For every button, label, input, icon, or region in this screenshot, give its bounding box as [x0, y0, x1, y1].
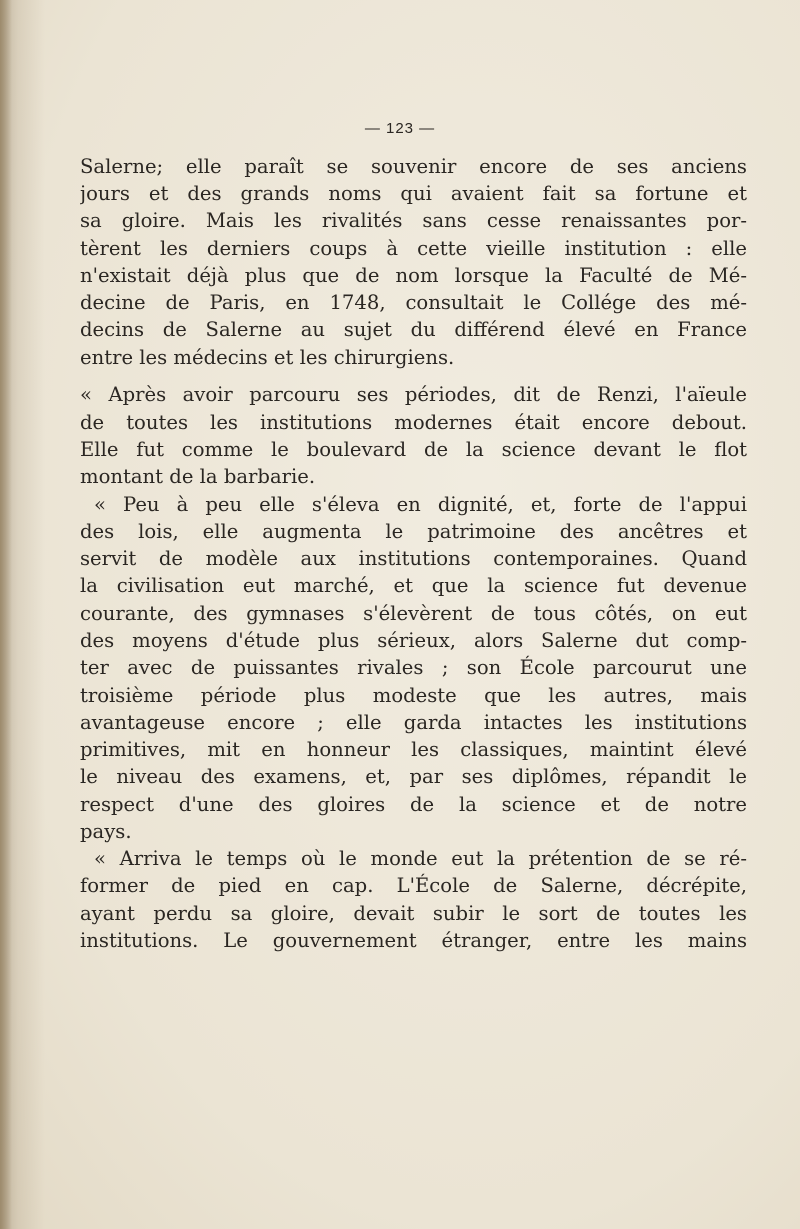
text-line: troisième période plus modeste que les autres, mais: [80, 684, 747, 707]
text-line: « Peu à peu elle s'éleva en dignité, et, forte de l'appui: [94, 493, 747, 516]
text-line: Elle fut comme le boulevard de la science devant le flot: [80, 438, 747, 461]
text-line: courante, des gymnases s'élevèrent de tous côtés, on eut: [80, 602, 747, 625]
text-line: « Après avoir parcouru ses périodes, dit de Renzi, l'aïeule: [80, 383, 747, 406]
text-line: avantageuse encore ; elle garda intactes les institutions: [80, 711, 747, 734]
text-line: ter avec de puissantes rivales ; son École parcourut une: [80, 656, 747, 679]
text-line: Salerne; elle paraît se souvenir encore de ses anciens: [80, 155, 747, 178]
text-line: le niveau des examens, et, par ses diplômes, répandit le: [80, 765, 747, 788]
text-line: entre les médecins et les chirurgiens.: [80, 346, 455, 369]
text-line: primitives, mit en honneur les classiques, maintint élevé: [80, 738, 747, 761]
text-line: former de pied en cap. L'École de Salerne, décrépite,: [80, 874, 747, 897]
page-number: — 123 —: [364, 120, 436, 137]
text-line: n'existait déjà plus que de nom lorsque la Faculté de Mé-: [80, 264, 747, 287]
text-line: montant de la barbarie.: [80, 465, 316, 488]
text-line: pays.: [80, 820, 132, 843]
text-line: respect d'une des gloires de la science et de notre: [80, 793, 747, 816]
text-line: des lois, elle augmenta le patrimoine des ancêtres et: [80, 520, 747, 543]
text-line: decins de Salerne au sujet du différend élevé en France: [80, 318, 747, 341]
text-line: des moyens d'étude plus sérieux, alors Salerne dut comp-: [80, 629, 747, 652]
text-line: ayant perdu sa gloire, devait subir le sort de toutes les: [80, 902, 747, 925]
book-spine-shadow: [0, 0, 12, 1229]
text-line: decine de Paris, en 1748, consultait le Collége des mé-: [80, 291, 747, 314]
text-line: « Arriva le temps où le monde eut la prétention de se ré-: [94, 847, 747, 870]
text-line: sa gloire. Mais les rivalités sans cesse renaissantes por-: [80, 209, 747, 232]
text-line: institutions. Le gouvernement étranger, entre les mains: [80, 929, 747, 952]
text-line: jours et des grands noms qui avaient fait sa fortune et: [80, 182, 747, 205]
text-line: la civilisation eut marché, et que la science fut devenue: [80, 574, 747, 597]
text-line: tèrent les derniers coups à cette vieille institution : elle: [80, 237, 747, 260]
text-line: de toutes les institutions modernes était encore debout.: [80, 411, 747, 434]
text-line: servit de modèle aux institutions contemporaines. Quand: [80, 547, 747, 570]
